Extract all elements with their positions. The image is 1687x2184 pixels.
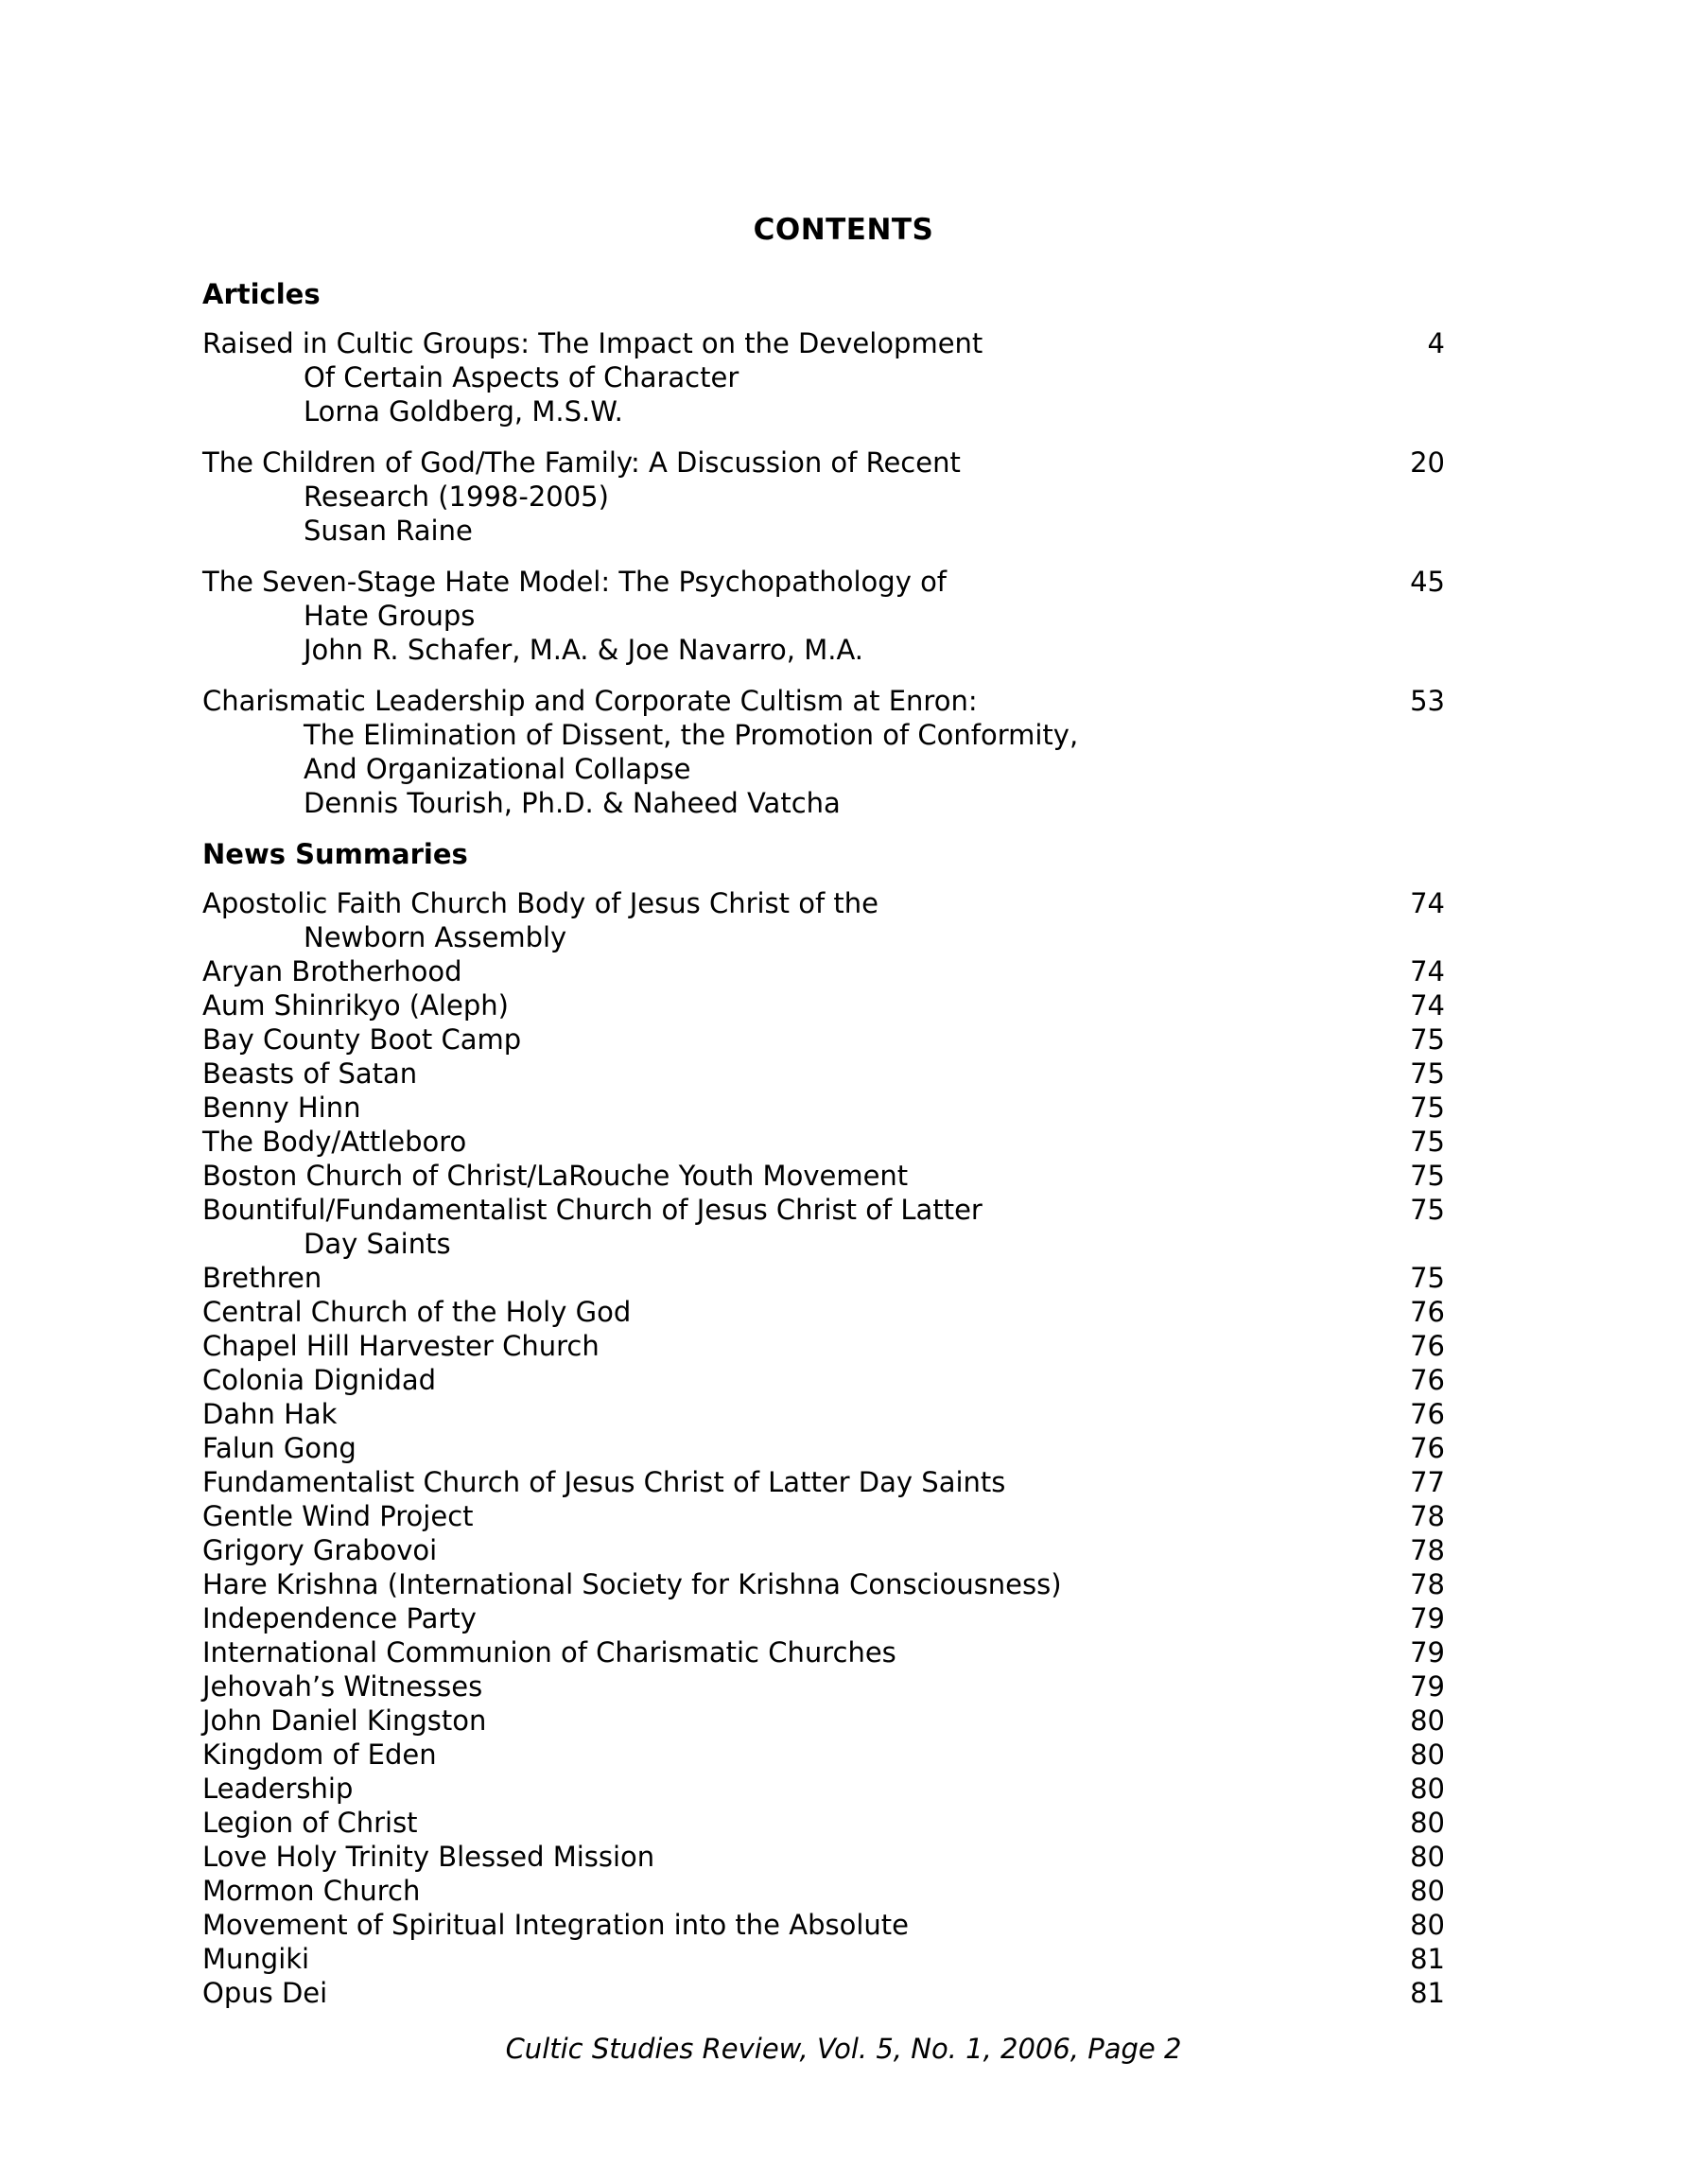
toc-row — [202, 988, 1485, 1022]
section-articles — [202, 326, 1485, 820]
toc-entry-title: Hare Krishna (International Society for Krishna Consciousness) — [202, 1568, 1062, 1600]
toc-row — [202, 886, 1485, 920]
toc-row — [202, 514, 1485, 548]
toc-entry — [202, 1261, 1485, 1295]
toc-page-number: 75 — [1410, 1023, 1445, 1056]
toc-page-number: 80 — [1410, 1773, 1445, 1805]
page-footer: Cultic Studies Review, Vol. 5, No. 1, 2006, Page 2 — [505, 2033, 1182, 2065]
toc-entry — [202, 1976, 1485, 2010]
toc-page-number: 74 — [1410, 955, 1445, 987]
toc-page-number: 76 — [1410, 1364, 1445, 1396]
toc-entry — [202, 1772, 1485, 1806]
toc-row — [202, 326, 1485, 360]
toc-entry-title: Opus Dei — [202, 1977, 328, 2009]
toc-row — [202, 565, 1485, 599]
toc-entry — [202, 1840, 1485, 1874]
toc-row — [202, 1465, 1485, 1499]
toc-row — [202, 633, 1485, 667]
toc-row — [202, 1091, 1485, 1125]
toc-row — [202, 1022, 1485, 1057]
toc-entry-title: Mormon Church — [202, 1875, 421, 1907]
toc-page-number: 75 — [1410, 1160, 1445, 1192]
toc-entry — [202, 1397, 1485, 1431]
toc-entry — [202, 1363, 1485, 1397]
toc-page-number: 80 — [1410, 1807, 1445, 1839]
toc-entry — [202, 565, 1485, 667]
toc-page-number: 80 — [1410, 1875, 1445, 1907]
toc-entry-title: Central Church of the Holy God — [202, 1296, 632, 1328]
toc-row — [202, 1397, 1485, 1431]
toc-entry-title: Aryan Brotherhood — [202, 955, 462, 987]
toc-row — [202, 446, 1485, 480]
toc-row — [202, 1669, 1485, 1704]
toc-entry-title: Kingdom of Eden — [202, 1738, 437, 1771]
toc-entry — [202, 1635, 1485, 1669]
toc-row — [202, 599, 1485, 633]
toc-row — [202, 1635, 1485, 1669]
toc-entry-title: Brethren — [202, 1262, 322, 1294]
toc-row — [202, 1772, 1485, 1806]
toc-page-number: 80 — [1410, 1704, 1445, 1737]
toc-row — [202, 1704, 1485, 1738]
toc-row — [202, 954, 1485, 988]
toc-entry — [202, 1431, 1485, 1465]
section-news — [202, 886, 1485, 2010]
toc-page-number: 75 — [1410, 1194, 1445, 1226]
toc-entry-title: Love Holy Trinity Blessed Mission — [202, 1841, 655, 1873]
toc-row — [202, 1533, 1485, 1567]
toc-row — [202, 360, 1485, 394]
toc-page-number: 74 — [1410, 887, 1445, 919]
toc-entry-title: Raised in Cultic Groups: The Impact on the Development — [202, 327, 983, 359]
toc-page-number: 81 — [1410, 1977, 1445, 2009]
toc-entry-author: John R. Schafer, M.A. & Joe Navarro, M.A. — [304, 634, 863, 666]
toc-page-number: 74 — [1410, 989, 1445, 1022]
toc-page-number: 79 — [1410, 1636, 1445, 1669]
toc-entry — [202, 1465, 1485, 1499]
toc-entry — [202, 1874, 1485, 1908]
toc-row — [202, 1499, 1485, 1533]
toc-page-number: 76 — [1410, 1398, 1445, 1430]
toc-page-number: 75 — [1410, 1126, 1445, 1158]
toc-entry-title: Boston Church of Christ/LaRouche Youth Movement — [202, 1160, 909, 1192]
toc-entry-title: Falun Gong — [202, 1432, 357, 1464]
toc-entry-author: Susan Raine — [304, 515, 473, 547]
toc-entry — [202, 1533, 1485, 1567]
toc-entry-title: Movement of Spiritual Integration into the Absolute — [202, 1909, 909, 1941]
toc-entry-author: Lorna Goldberg, M.S.W. — [304, 395, 623, 428]
toc-entry — [202, 1499, 1485, 1533]
section-heading-news: News Summaries — [202, 838, 468, 870]
toc-row — [202, 1738, 1485, 1772]
toc-entry-title: Dahn Hak — [202, 1398, 338, 1430]
toc-row — [202, 1601, 1485, 1635]
toc-entry — [202, 1329, 1485, 1363]
toc-entry — [202, 1704, 1485, 1738]
toc-entry-continuation-line: And Organizational Collapse — [304, 753, 691, 785]
toc-entry-title: Colonia Dignidad — [202, 1364, 437, 1396]
toc-row — [202, 1806, 1485, 1840]
toc-entry — [202, 988, 1485, 1022]
toc-entry-title: Aum Shinrikyo (Aleph) — [202, 989, 509, 1022]
toc-page-number: 79 — [1410, 1602, 1445, 1634]
toc-entry-title: The Children of God/The Family: A Discussion of Recent — [202, 446, 961, 479]
toc-entry-title: The Body/Attleboro — [202, 1126, 467, 1158]
toc-page-number: 76 — [1410, 1296, 1445, 1328]
toc-page-number: 81 — [1410, 1943, 1445, 1975]
toc-page-number: 4 — [1427, 327, 1445, 359]
toc-page-number: 75 — [1410, 1092, 1445, 1124]
toc-sections — [202, 277, 1485, 2010]
toc-page-number: 78 — [1410, 1568, 1445, 1600]
toc-row — [202, 1227, 1485, 1261]
toc-entry-title: The Seven-Stage Hate Model: The Psychopathology of — [202, 566, 948, 598]
toc-entry-continuation-line: Of Certain Aspects of Character — [304, 361, 739, 393]
toc-row — [202, 480, 1485, 514]
toc-entry — [202, 446, 1485, 548]
toc-row — [202, 1874, 1485, 1908]
toc-entry-title: John Daniel Kingston — [202, 1704, 487, 1737]
toc-row — [202, 920, 1485, 954]
toc-entry-title: Legion of Christ — [202, 1807, 418, 1839]
toc-entry — [202, 1295, 1485, 1329]
toc-row — [202, 1431, 1485, 1465]
toc-page-number: 80 — [1410, 1738, 1445, 1771]
toc-entry — [202, 1057, 1485, 1091]
toc-entry-continuation-line: Newborn Assembly — [304, 921, 567, 953]
toc-entry-title: Charismatic Leadership and Corporate Cultism at Enron: — [202, 685, 978, 717]
toc-row — [202, 786, 1485, 820]
toc-entry-continuation-line: Day Saints — [304, 1228, 451, 1260]
toc-entry-title: Beasts of Satan — [202, 1057, 418, 1090]
toc-page-number: 80 — [1410, 1909, 1445, 1941]
toc-entry-title: Grigory Grabovoi — [202, 1534, 438, 1566]
toc-page-number: 79 — [1410, 1670, 1445, 1703]
toc-row — [202, 1942, 1485, 1976]
toc-entry — [202, 1601, 1485, 1635]
toc-entry-title: Apostolic Faith Church Body of Jesus Christ of the — [202, 887, 879, 919]
toc-entry — [202, 954, 1485, 988]
toc-entry-author: Dennis Tourish, Ph.D. & Naheed Vatcha — [304, 787, 841, 819]
toc-entry — [202, 886, 1485, 954]
toc-entry-title: Fundamentalist Church of Jesus Christ of Latter Day Saints — [202, 1466, 1006, 1498]
toc-page-number: 75 — [1410, 1057, 1445, 1090]
toc-row — [202, 1193, 1485, 1227]
toc-entry-continuation-line: Hate Groups — [304, 600, 476, 632]
toc-page-number: 75 — [1410, 1262, 1445, 1294]
toc-row — [202, 394, 1485, 428]
page-title: CONTENTS — [753, 213, 934, 247]
toc-row — [202, 752, 1485, 786]
toc-entry-title: Jehovah’s Witnesses — [202, 1670, 483, 1703]
toc-entry-title: International Communion of Charismatic Churches — [202, 1636, 896, 1669]
toc-row — [202, 1329, 1485, 1363]
toc-entry — [202, 1125, 1485, 1159]
toc-row — [202, 684, 1485, 718]
toc-entry — [202, 1908, 1485, 1942]
toc-entry-title: Leadership — [202, 1773, 354, 1805]
toc-page-number: 45 — [1410, 566, 1445, 598]
toc-entry-continuation-line: The Elimination of Dissent, the Promotion of Conformity, — [304, 719, 1079, 751]
toc-entry-continuation-line: Research (1998-2005) — [304, 480, 609, 513]
toc-entry — [202, 1159, 1485, 1193]
toc-entry — [202, 1738, 1485, 1772]
toc-page-number: 53 — [1410, 685, 1445, 717]
toc-page-number: 78 — [1410, 1534, 1445, 1566]
toc-entry-title: Bay County Boot Camp — [202, 1023, 522, 1056]
toc-row — [202, 1567, 1485, 1601]
toc-entry — [202, 326, 1485, 428]
toc-page-number: 78 — [1410, 1500, 1445, 1532]
toc-row — [202, 1976, 1485, 2010]
toc-entry — [202, 1567, 1485, 1601]
toc-page-number: 76 — [1410, 1432, 1445, 1464]
toc-entry — [202, 1022, 1485, 1057]
toc-page-number: 80 — [1410, 1841, 1445, 1873]
toc-row — [202, 1295, 1485, 1329]
toc-row — [202, 1057, 1485, 1091]
toc-entry — [202, 1193, 1485, 1261]
toc-row — [202, 1159, 1485, 1193]
toc-entry-title: Gentle Wind Project — [202, 1500, 474, 1532]
toc-entry — [202, 1806, 1485, 1840]
toc-row — [202, 1125, 1485, 1159]
toc-page-number: 20 — [1410, 446, 1445, 479]
toc-page-number: 76 — [1410, 1330, 1445, 1362]
toc-entry-title: Bountiful/Fundamentalist Church of Jesus Christ of Latter — [202, 1194, 983, 1226]
section-heading-articles: Articles — [202, 278, 321, 310]
toc-entry — [202, 1942, 1485, 1976]
toc-row — [202, 1908, 1485, 1942]
toc-entry — [202, 1669, 1485, 1704]
toc-entry — [202, 684, 1485, 820]
toc-page-number: 77 — [1410, 1466, 1445, 1498]
toc-row — [202, 1261, 1485, 1295]
toc-row — [202, 1363, 1485, 1397]
toc-entry-title: Independence Party — [202, 1602, 477, 1634]
toc-entry-title: Benny Hinn — [202, 1092, 361, 1124]
toc-entry — [202, 1091, 1485, 1125]
toc-row — [202, 1840, 1485, 1874]
toc-row — [202, 718, 1485, 752]
toc-entry-title: Chapel Hill Harvester Church — [202, 1330, 600, 1362]
toc-entry-title: Mungiki — [202, 1943, 310, 1975]
